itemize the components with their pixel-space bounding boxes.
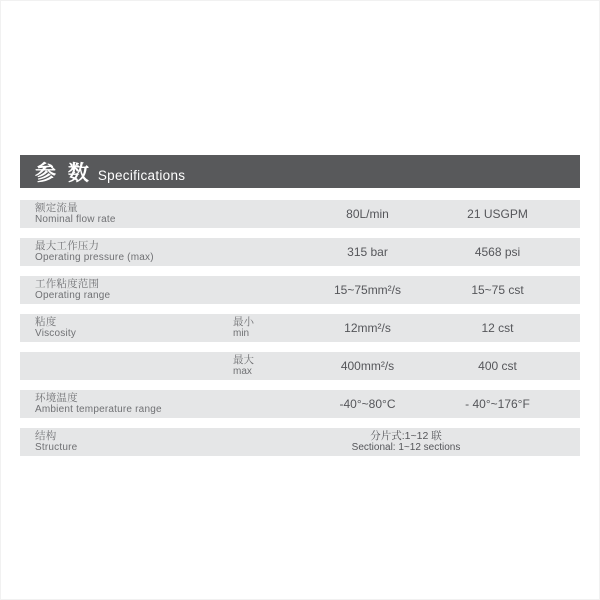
metric-value: 315 bar	[347, 245, 388, 259]
row-label-english: Operating range	[35, 290, 111, 301]
row-label-chinese: 粘度	[35, 316, 57, 328]
row-label	[20, 240, 223, 264]
table-row	[20, 352, 580, 380]
row-label-chinese: 工作粘度范围	[35, 278, 100, 290]
row-label	[20, 316, 223, 340]
imperial-value: 21 USGPM	[467, 207, 528, 221]
metric-value: 400mm²/s	[340, 359, 395, 373]
table-row	[20, 276, 580, 304]
row-label	[20, 430, 223, 454]
imperial-value: - 40°~176°F	[465, 397, 530, 411]
metric-value: -40°~80°C	[339, 397, 396, 411]
metric-value: 12mm²/s	[344, 321, 391, 335]
row-label	[20, 392, 223, 416]
table-row	[20, 200, 580, 228]
row-sublabel	[223, 354, 300, 378]
spanning-value-english: Sectional: 1~12 sections	[351, 442, 461, 453]
table-row	[20, 390, 580, 418]
row-sublabel-chinese: 最小	[233, 316, 254, 328]
metric-value: 15~75mm²/s	[333, 283, 402, 297]
section-header-bar	[20, 155, 580, 188]
imperial-value: 4568 psi	[474, 245, 521, 259]
row-label-english: Operating pressure (max)	[35, 252, 154, 263]
row-sublabel	[223, 316, 300, 340]
row-label-english: Nominal flow rate	[35, 214, 116, 225]
row-label-english: Ambient temperature range	[35, 404, 162, 415]
table-row	[20, 314, 580, 342]
row-sublabel-english: max	[233, 366, 252, 377]
table-row	[20, 428, 580, 456]
section-title-chinese: 参 数	[35, 161, 92, 185]
table-row	[20, 238, 580, 266]
spec-rows	[20, 200, 580, 456]
imperial-value: 12 cst	[481, 321, 514, 335]
row-label-chinese: 额定流量	[35, 202, 78, 214]
row-label	[20, 202, 223, 226]
row-label	[20, 278, 223, 302]
specifications-table	[20, 155, 580, 466]
row-sublabel-chinese: 最大	[233, 354, 254, 366]
row-label-chinese: 最大工作压力	[35, 240, 100, 252]
row-label-chinese: 结构	[35, 430, 57, 442]
spanning-value	[300, 430, 512, 455]
metric-value: 80L/min	[346, 207, 389, 221]
imperial-value: 400 cst	[478, 359, 517, 373]
row-label-english: Viscosity	[35, 328, 77, 339]
row-sublabel-english: min	[233, 328, 250, 339]
imperial-value: 15~75 cst	[471, 283, 524, 297]
row-label-english: Structure	[35, 442, 78, 453]
row-label-chinese: 环境温度	[35, 392, 78, 404]
section-title-english: Specifications	[97, 168, 186, 183]
spanning-value-chinese: 分片式:1~12 联	[370, 429, 442, 442]
